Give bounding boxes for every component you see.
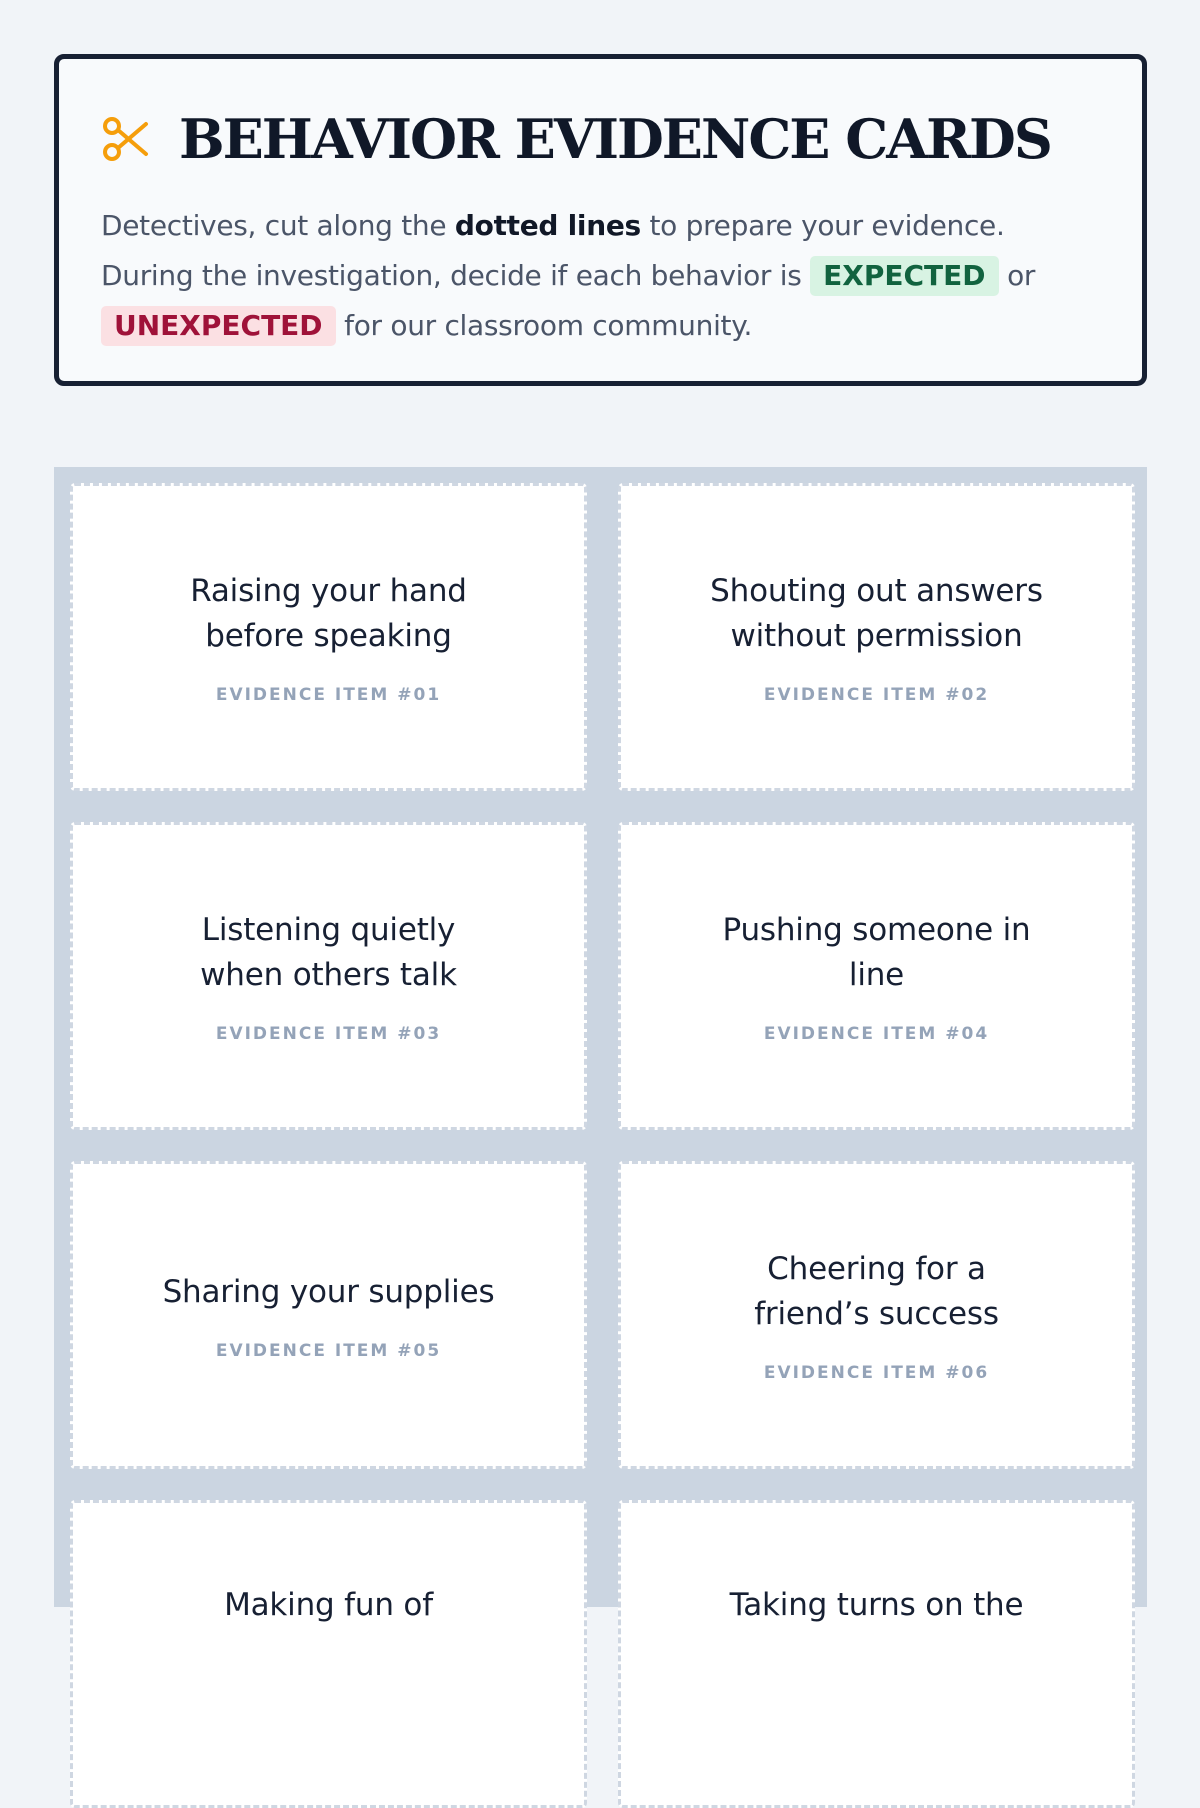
behavior-line: Making fun of [224,1587,433,1623]
behavior-line: Shouting out answers [710,573,1043,609]
scissors-icon [101,113,153,165]
evidence-card-01[interactable] [70,483,587,791]
page-title: BEHAVIOR EVIDENCE CARDS [179,107,1051,171]
evidence-card-08[interactable] [618,1500,1135,1808]
behavior-line: Cheering for a [767,1251,986,1287]
behavior-text [200,908,457,998]
instructions-text [101,201,1100,351]
instructions-line1-start: Detectives, cut along the [101,209,455,242]
evidence-item-label: EVIDENCE ITEM #05 [215,1340,442,1361]
behavior-line: before speaking [205,618,452,654]
behavior-line: Pushing someone in [722,912,1031,948]
behavior-line: friend’s success [754,1296,999,1332]
evidence-card-05[interactable] [70,1161,587,1469]
evidence-item-label: EVIDENCE ITEM #04 [763,1024,990,1044]
behavior-line: when others talk [200,957,457,993]
instructions-bold-phrase: dotted lines [454,209,641,242]
title-row [101,103,1100,175]
behavior-line: without permission [730,618,1023,654]
behavior-text [754,1247,999,1337]
behavior-text [730,1583,1024,1628]
instructions-line3-end: for our classroom community. [335,309,753,342]
instructions-line2-start: During the investigation, decide if each behavior is [101,259,811,292]
evidence-item-label: EVIDENCE ITEM #02 [763,685,990,705]
evidence-card-02[interactable] [618,483,1135,791]
evidence-card-sheet [54,467,1147,1623]
behavior-line: Taking turns on the [729,1587,1024,1623]
evidence-card-07[interactable] [70,1500,587,1808]
behavior-text [190,569,467,659]
behavior-line: line [848,957,905,993]
behavior-line: Raising your hand [190,573,467,609]
behavior-text [163,1270,495,1315]
evidence-item-label: EVIDENCE ITEM #01 [215,685,442,705]
evidence-item-label: EVIDENCE ITEM #06 [763,1363,990,1383]
behavior-line: Sharing your supplies [162,1273,495,1310]
expected-tag: EXPECTED [810,256,998,296]
evidence-card-04[interactable] [618,822,1135,1130]
behavior-line: Listening quietly [201,912,456,948]
evidence-item-label: EVIDENCE ITEM #03 [215,1024,442,1044]
instructions-card [54,54,1147,386]
instructions-line1-end: to prepare your evidence. [640,209,1005,242]
instructions-connector: or [998,259,1036,292]
behavior-text [723,908,1031,998]
evidence-card-06[interactable] [618,1161,1135,1469]
unexpected-tag: UNEXPECTED [101,306,336,346]
behavior-text [224,1583,433,1628]
evidence-card-03[interactable] [70,822,587,1130]
behavior-text [710,569,1043,659]
